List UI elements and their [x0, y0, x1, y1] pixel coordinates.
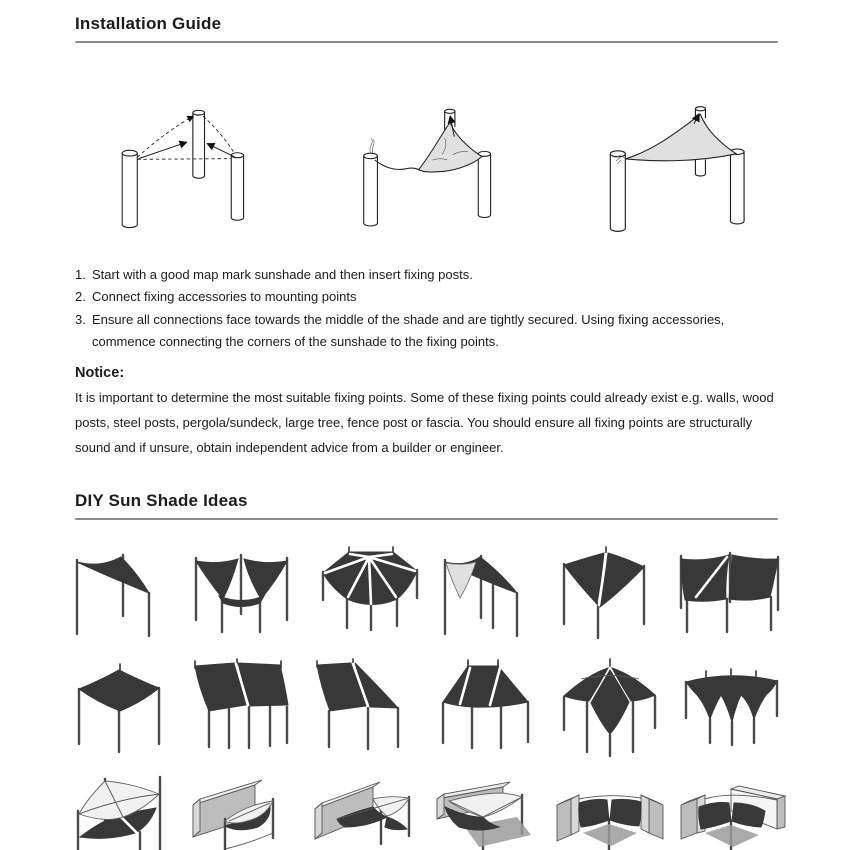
notice-section	[75, 365, 787, 460]
diagram-attach-shade-and-tension	[350, 75, 517, 267]
idea-wall-corner-sail-with-shadow	[429, 768, 548, 850]
step-2	[75, 286, 787, 308]
diagram-shade-fully-installed	[596, 75, 763, 267]
diagram-mark-positions-and-insert-posts	[103, 75, 270, 267]
step-3	[75, 309, 787, 354]
idea-two-wall-corner-butterfly-sail	[551, 768, 670, 850]
installation-steps	[75, 264, 787, 353]
idea-two-wall-corner-sail-variant	[673, 768, 792, 850]
step-1-text: Start with a good map mark sunshade and then insert fixing posts.	[92, 267, 473, 282]
diy-divider	[75, 518, 778, 520]
step-1	[75, 264, 787, 286]
posts-layout-illustration	[103, 75, 270, 267]
idea-diamond-center-canopy	[551, 654, 670, 764]
step-2-number: 2.	[75, 289, 86, 305]
idea-double-square-sails	[673, 540, 792, 650]
idea-hexagon-segmented-canopy	[307, 540, 426, 650]
diy-ideas-grid	[63, 540, 777, 850]
step-2-text: Connect fixing accessories to mounting points	[92, 289, 357, 305]
step-3-number: 3.	[75, 311, 86, 327]
step-1-number: 1.	[75, 267, 86, 282]
shade-attach-illustration	[350, 75, 517, 267]
diy-title: DIY Sun Shade Ideas	[75, 490, 248, 510]
idea-overlapping-light-dark-triangles	[429, 540, 548, 650]
idea-wall-mounted-small-sail	[185, 768, 304, 850]
notice-body: It is important to determine the most suitable fixing points. Some of these fixing points could already exist e.g. walls, wood posts, steel posts, pergola/sundeck, large tree, fence post or fascia. You should ensure all fixing points are structurally sound and if unsure, obtain independent advice from a builder or engineer.	[75, 390, 774, 455]
title-divider	[75, 41, 778, 43]
installation-diagrams-row	[63, 59, 803, 251]
idea-wall-mounted-twisted-sail	[307, 768, 426, 850]
idea-triple-drooping-triangles	[673, 654, 792, 764]
idea-double-slanted-panels	[185, 654, 304, 764]
finished-shade-illustration	[596, 75, 763, 267]
idea-triangle-sail-three-posts	[63, 540, 182, 650]
idea-slanted-panel-with-triangle	[307, 654, 426, 764]
step-3-text: Ensure all connections face towards the middle of the shade and are tightly secured. Using fixing accessories, commence connecting the corners of the sunshade to the fixing points.	[92, 311, 725, 350]
installation-guide-title: Installation Guide	[75, 14, 222, 33]
idea-twin-triangle-sails-v-gap	[185, 540, 304, 650]
idea-crossed-triangle-sails	[551, 540, 670, 650]
idea-layered-light-over-dark-sails	[63, 768, 182, 850]
idea-square-canopy-four-posts	[63, 654, 182, 764]
diy-section	[75, 491, 780, 520]
notice-title: Notice:	[75, 365, 125, 382]
idea-tent-style-panels	[429, 654, 548, 764]
